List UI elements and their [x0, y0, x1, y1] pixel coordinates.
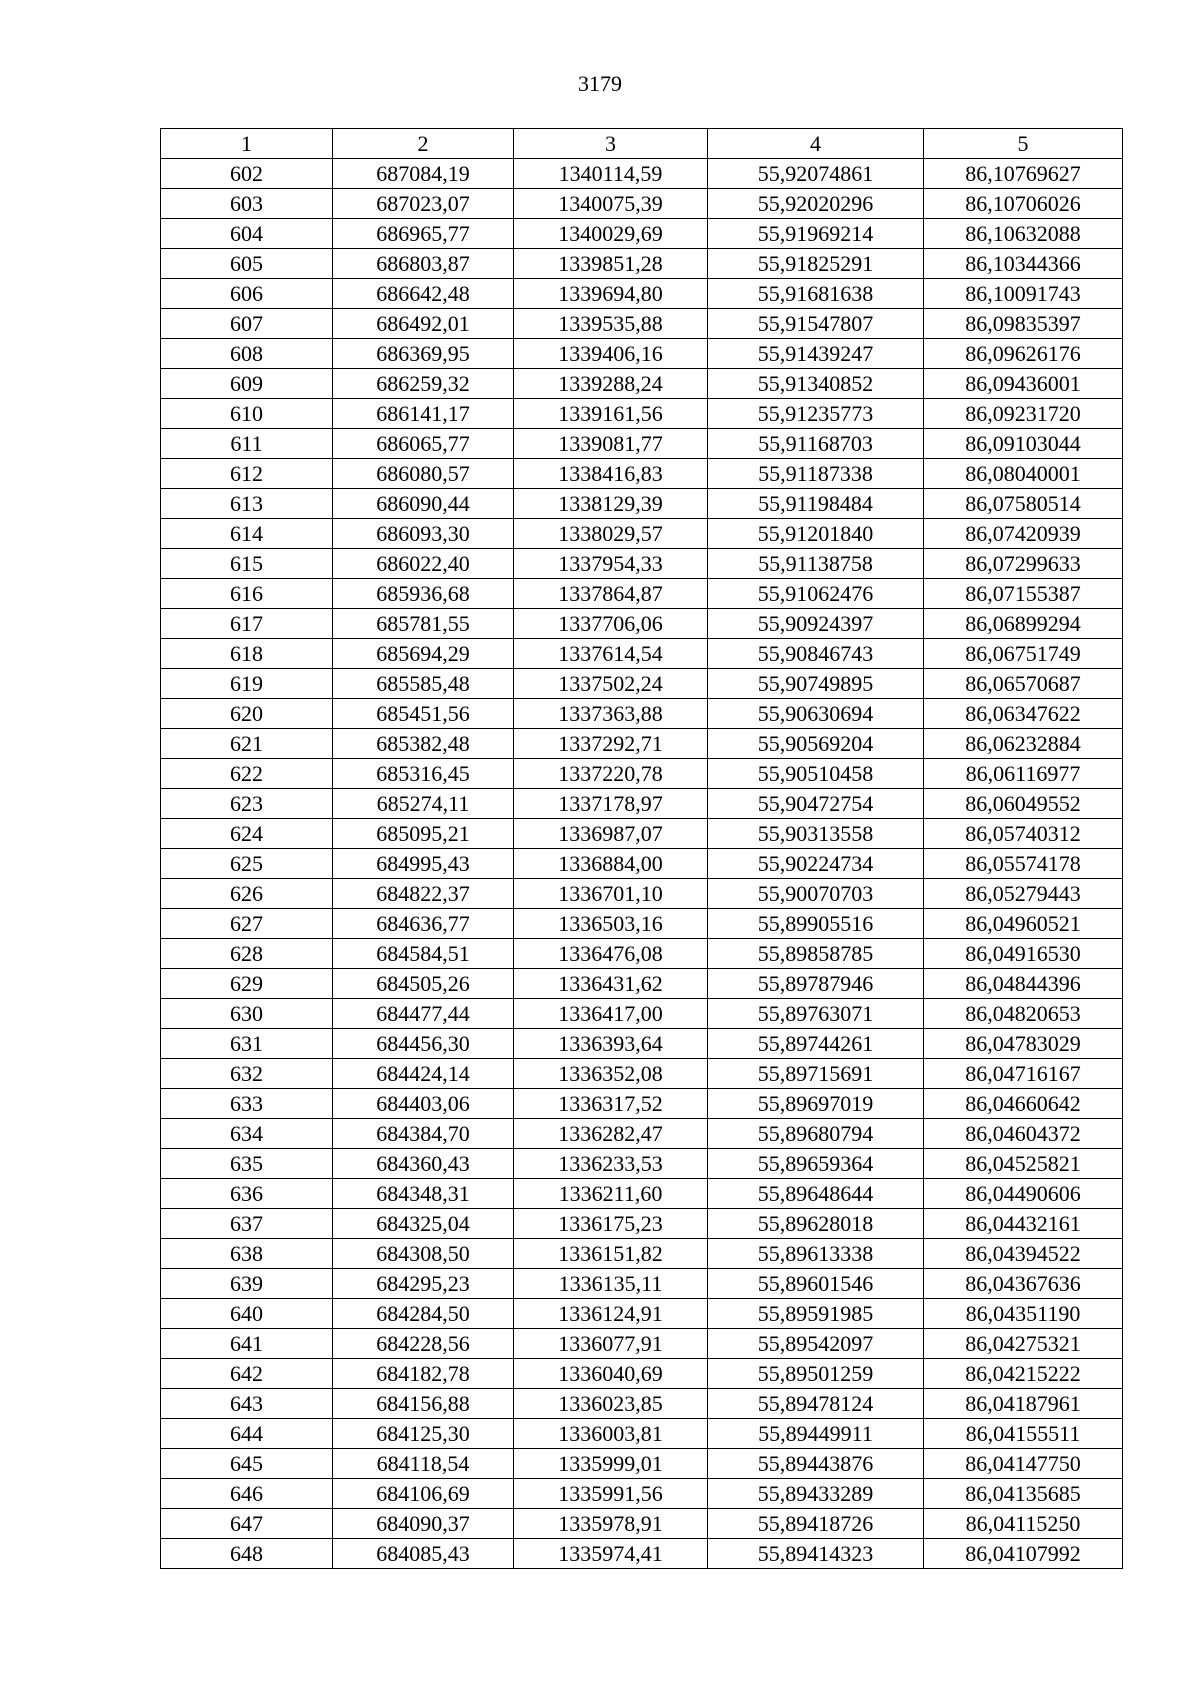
longitude-cell: 86,04716167 — [924, 1059, 1123, 1089]
table-row — [161, 1329, 1123, 1359]
table-row — [161, 519, 1123, 549]
y-coordinate-cell: 1335991,56 — [514, 1479, 708, 1509]
y-coordinate-cell: 1337502,24 — [514, 669, 708, 699]
table-row — [161, 339, 1123, 369]
point-number-cell: 627 — [161, 909, 333, 939]
point-number-cell: 604 — [161, 219, 333, 249]
y-coordinate-cell: 1336282,47 — [514, 1119, 708, 1149]
latitude-cell: 55,91187338 — [708, 459, 924, 489]
latitude-cell: 55,90070703 — [708, 879, 924, 909]
longitude-cell: 86,04147750 — [924, 1449, 1123, 1479]
x-coordinate-cell: 685936,68 — [333, 579, 514, 609]
y-coordinate-cell: 1337363,88 — [514, 699, 708, 729]
y-coordinate-cell: 1337178,97 — [514, 789, 708, 819]
y-coordinate-cell: 1336317,52 — [514, 1089, 708, 1119]
x-coordinate-cell: 684360,43 — [333, 1149, 514, 1179]
x-coordinate-cell: 686259,32 — [333, 369, 514, 399]
latitude-cell: 55,89905516 — [708, 909, 924, 939]
table-row — [161, 849, 1123, 879]
x-coordinate-cell: 684085,43 — [333, 1539, 514, 1569]
y-coordinate-cell: 1336987,07 — [514, 819, 708, 849]
table-row — [161, 309, 1123, 339]
point-number-cell: 612 — [161, 459, 333, 489]
x-coordinate-cell: 685095,21 — [333, 819, 514, 849]
point-number-cell: 645 — [161, 1449, 333, 1479]
y-coordinate-cell: 1335974,41 — [514, 1539, 708, 1569]
coordinates-table — [160, 128, 1123, 1569]
point-number-cell: 606 — [161, 279, 333, 309]
table-row — [161, 609, 1123, 639]
longitude-cell: 86,04490606 — [924, 1179, 1123, 1209]
y-coordinate-cell: 1336023,85 — [514, 1389, 708, 1419]
x-coordinate-cell: 684284,50 — [333, 1299, 514, 1329]
y-coordinate-cell: 1337954,33 — [514, 549, 708, 579]
latitude-cell: 55,90472754 — [708, 789, 924, 819]
longitude-cell: 86,09103044 — [924, 429, 1123, 459]
table-row — [161, 669, 1123, 699]
y-coordinate-cell: 1337864,87 — [514, 579, 708, 609]
latitude-cell: 55,92074861 — [708, 159, 924, 189]
latitude-cell: 55,90569204 — [708, 729, 924, 759]
longitude-cell: 86,07580514 — [924, 489, 1123, 519]
table-row — [161, 249, 1123, 279]
latitude-cell: 55,89715691 — [708, 1059, 924, 1089]
table-row — [161, 1269, 1123, 1299]
longitude-cell: 86,06049552 — [924, 789, 1123, 819]
latitude-cell: 55,89744261 — [708, 1029, 924, 1059]
latitude-cell: 55,90224734 — [708, 849, 924, 879]
longitude-cell: 86,04351190 — [924, 1299, 1123, 1329]
longitude-cell: 86,04525821 — [924, 1149, 1123, 1179]
longitude-cell: 86,10632088 — [924, 219, 1123, 249]
latitude-cell: 55,91138758 — [708, 549, 924, 579]
table-row — [161, 1509, 1123, 1539]
table-row — [161, 1449, 1123, 1479]
point-number-cell: 638 — [161, 1239, 333, 1269]
longitude-cell: 86,10769627 — [924, 159, 1123, 189]
point-number-cell: 618 — [161, 639, 333, 669]
table-row — [161, 1059, 1123, 1089]
y-coordinate-cell: 1339535,88 — [514, 309, 708, 339]
y-coordinate-cell: 1336431,62 — [514, 969, 708, 999]
y-coordinate-cell: 1337292,71 — [514, 729, 708, 759]
table-row — [161, 759, 1123, 789]
point-number-cell: 636 — [161, 1179, 333, 1209]
longitude-cell: 86,04660642 — [924, 1089, 1123, 1119]
longitude-cell: 86,06232884 — [924, 729, 1123, 759]
latitude-cell: 55,89433289 — [708, 1479, 924, 1509]
point-number-cell: 635 — [161, 1149, 333, 1179]
longitude-cell: 86,04916530 — [924, 939, 1123, 969]
table-row — [161, 489, 1123, 519]
point-number-cell: 648 — [161, 1539, 333, 1569]
y-coordinate-cell: 1336124,91 — [514, 1299, 708, 1329]
longitude-cell: 86,04135685 — [924, 1479, 1123, 1509]
point-number-cell: 622 — [161, 759, 333, 789]
y-coordinate-cell: 1336701,10 — [514, 879, 708, 909]
y-coordinate-cell: 1336503,16 — [514, 909, 708, 939]
table-row — [161, 969, 1123, 999]
x-coordinate-cell: 684424,14 — [333, 1059, 514, 1089]
longitude-cell: 86,05740312 — [924, 819, 1123, 849]
y-coordinate-cell: 1338029,57 — [514, 519, 708, 549]
point-number-cell: 646 — [161, 1479, 333, 1509]
point-number-cell: 647 — [161, 1509, 333, 1539]
latitude-cell: 55,89601546 — [708, 1269, 924, 1299]
longitude-cell: 86,08040001 — [924, 459, 1123, 489]
table-row — [161, 789, 1123, 819]
longitude-cell: 86,04107992 — [924, 1539, 1123, 1569]
point-number-cell: 615 — [161, 549, 333, 579]
table-row — [161, 1389, 1123, 1419]
latitude-cell: 55,90846743 — [708, 639, 924, 669]
point-number-cell: 609 — [161, 369, 333, 399]
latitude-cell: 55,91340852 — [708, 369, 924, 399]
x-coordinate-cell: 687023,07 — [333, 189, 514, 219]
y-coordinate-cell: 1338416,83 — [514, 459, 708, 489]
point-number-cell: 644 — [161, 1419, 333, 1449]
point-number-cell: 625 — [161, 849, 333, 879]
x-coordinate-cell: 686022,40 — [333, 549, 514, 579]
x-coordinate-cell: 686141,17 — [333, 399, 514, 429]
x-coordinate-cell: 685781,55 — [333, 609, 514, 639]
latitude-cell: 55,91235773 — [708, 399, 924, 429]
table-row — [161, 579, 1123, 609]
x-coordinate-cell: 684456,30 — [333, 1029, 514, 1059]
point-number-cell: 642 — [161, 1359, 333, 1389]
y-coordinate-cell: 1336077,91 — [514, 1329, 708, 1359]
latitude-cell: 55,89443876 — [708, 1449, 924, 1479]
longitude-cell: 86,04844396 — [924, 969, 1123, 999]
longitude-cell: 86,10706026 — [924, 189, 1123, 219]
x-coordinate-cell: 684477,44 — [333, 999, 514, 1029]
table-row — [161, 1179, 1123, 1209]
point-number-cell: 620 — [161, 699, 333, 729]
y-coordinate-cell: 1336884,00 — [514, 849, 708, 879]
point-number-cell: 631 — [161, 1029, 333, 1059]
latitude-cell: 55,89449911 — [708, 1419, 924, 1449]
latitude-cell: 55,89418726 — [708, 1509, 924, 1539]
y-coordinate-cell: 1339694,80 — [514, 279, 708, 309]
y-coordinate-cell: 1339406,16 — [514, 339, 708, 369]
point-number-cell: 629 — [161, 969, 333, 999]
table-row — [161, 189, 1123, 219]
longitude-cell: 86,09231720 — [924, 399, 1123, 429]
y-coordinate-cell: 1339161,56 — [514, 399, 708, 429]
longitude-cell: 86,04820653 — [924, 999, 1123, 1029]
x-coordinate-cell: 684348,31 — [333, 1179, 514, 1209]
longitude-cell: 86,04783029 — [924, 1029, 1123, 1059]
point-number-cell: 602 — [161, 159, 333, 189]
x-coordinate-cell: 686093,30 — [333, 519, 514, 549]
latitude-cell: 55,89659364 — [708, 1149, 924, 1179]
y-coordinate-cell: 1339288,24 — [514, 369, 708, 399]
latitude-cell: 55,89591985 — [708, 1299, 924, 1329]
latitude-cell: 55,92020296 — [708, 189, 924, 219]
x-coordinate-cell: 686090,44 — [333, 489, 514, 519]
longitude-cell: 86,04604372 — [924, 1119, 1123, 1149]
table-row — [161, 909, 1123, 939]
coordinates-table-body — [161, 129, 1123, 1569]
point-number-cell: 628 — [161, 939, 333, 969]
table-row — [161, 399, 1123, 429]
y-coordinate-cell: 1340114,59 — [514, 159, 708, 189]
latitude-cell: 55,90510458 — [708, 759, 924, 789]
y-coordinate-cell: 1339081,77 — [514, 429, 708, 459]
latitude-cell: 55,91168703 — [708, 429, 924, 459]
latitude-cell: 55,89628018 — [708, 1209, 924, 1239]
longitude-cell: 86,06116977 — [924, 759, 1123, 789]
x-coordinate-cell: 685382,48 — [333, 729, 514, 759]
longitude-cell: 86,09835397 — [924, 309, 1123, 339]
x-coordinate-cell: 684505,26 — [333, 969, 514, 999]
latitude-cell: 55,89501259 — [708, 1359, 924, 1389]
y-coordinate-cell: 1337614,54 — [514, 639, 708, 669]
table-row — [161, 729, 1123, 759]
point-number-cell: 617 — [161, 609, 333, 639]
x-coordinate-cell: 684995,43 — [333, 849, 514, 879]
x-coordinate-cell: 684118,54 — [333, 1449, 514, 1479]
point-number-cell: 619 — [161, 669, 333, 699]
latitude-cell: 55,89648644 — [708, 1179, 924, 1209]
table-row — [161, 1209, 1123, 1239]
longitude-cell: 86,04367636 — [924, 1269, 1123, 1299]
x-coordinate-cell: 685274,11 — [333, 789, 514, 819]
longitude-cell: 86,06347622 — [924, 699, 1123, 729]
longitude-cell: 86,05279443 — [924, 879, 1123, 909]
point-number-cell: 640 — [161, 1299, 333, 1329]
x-coordinate-cell: 684403,06 — [333, 1089, 514, 1119]
point-number-cell: 633 — [161, 1089, 333, 1119]
x-coordinate-cell: 684384,70 — [333, 1119, 514, 1149]
y-coordinate-cell: 1339851,28 — [514, 249, 708, 279]
x-coordinate-cell: 684295,23 — [333, 1269, 514, 1299]
longitude-cell: 86,09626176 — [924, 339, 1123, 369]
table-row — [161, 459, 1123, 489]
latitude-cell: 55,89680794 — [708, 1119, 924, 1149]
x-coordinate-cell: 685451,56 — [333, 699, 514, 729]
column-header: 3 — [514, 129, 708, 159]
table-row — [161, 549, 1123, 579]
column-header: 4 — [708, 129, 924, 159]
table-row — [161, 1419, 1123, 1449]
table-row — [161, 1299, 1123, 1329]
longitude-cell: 86,06570687 — [924, 669, 1123, 699]
latitude-cell: 55,91969214 — [708, 219, 924, 249]
longitude-cell: 86,10091743 — [924, 279, 1123, 309]
table-row — [161, 999, 1123, 1029]
x-coordinate-cell: 684090,37 — [333, 1509, 514, 1539]
x-coordinate-cell: 685694,29 — [333, 639, 514, 669]
x-coordinate-cell: 684822,37 — [333, 879, 514, 909]
latitude-cell: 55,89858785 — [708, 939, 924, 969]
x-coordinate-cell: 686803,87 — [333, 249, 514, 279]
point-number-cell: 608 — [161, 339, 333, 369]
point-number-cell: 603 — [161, 189, 333, 219]
y-coordinate-cell: 1340075,39 — [514, 189, 708, 219]
table-row — [161, 1359, 1123, 1389]
longitude-cell: 86,04215222 — [924, 1359, 1123, 1389]
x-coordinate-cell: 684584,51 — [333, 939, 514, 969]
table-row — [161, 1479, 1123, 1509]
y-coordinate-cell: 1335978,91 — [514, 1509, 708, 1539]
table-row — [161, 1119, 1123, 1149]
x-coordinate-cell: 687084,19 — [333, 159, 514, 189]
longitude-cell: 86,04115250 — [924, 1509, 1123, 1539]
x-coordinate-cell: 686080,57 — [333, 459, 514, 489]
latitude-cell: 55,90313558 — [708, 819, 924, 849]
column-header: 1 — [161, 129, 333, 159]
y-coordinate-cell: 1337706,06 — [514, 609, 708, 639]
point-number-cell: 616 — [161, 579, 333, 609]
latitude-cell: 55,90924397 — [708, 609, 924, 639]
latitude-cell: 55,90749895 — [708, 669, 924, 699]
latitude-cell: 55,91547807 — [708, 309, 924, 339]
longitude-cell: 86,07420939 — [924, 519, 1123, 549]
x-coordinate-cell: 684308,50 — [333, 1239, 514, 1269]
y-coordinate-cell: 1336211,60 — [514, 1179, 708, 1209]
y-coordinate-cell: 1336175,23 — [514, 1209, 708, 1239]
longitude-cell: 86,04275321 — [924, 1329, 1123, 1359]
point-number-cell: 610 — [161, 399, 333, 429]
x-coordinate-cell: 684228,56 — [333, 1329, 514, 1359]
latitude-cell: 55,91201840 — [708, 519, 924, 549]
latitude-cell: 55,90630694 — [708, 699, 924, 729]
longitude-cell: 86,09436001 — [924, 369, 1123, 399]
y-coordinate-cell: 1336476,08 — [514, 939, 708, 969]
latitude-cell: 55,91439247 — [708, 339, 924, 369]
point-number-cell: 643 — [161, 1389, 333, 1419]
point-number-cell: 630 — [161, 999, 333, 1029]
longitude-cell: 86,04960521 — [924, 909, 1123, 939]
y-coordinate-cell: 1340029,69 — [514, 219, 708, 249]
longitude-cell: 86,07155387 — [924, 579, 1123, 609]
table-row — [161, 819, 1123, 849]
point-number-cell: 641 — [161, 1329, 333, 1359]
page-number: 3179 — [578, 71, 622, 96]
longitude-cell: 86,06751749 — [924, 639, 1123, 669]
table-row — [161, 1029, 1123, 1059]
y-coordinate-cell: 1335999,01 — [514, 1449, 708, 1479]
table-row — [161, 159, 1123, 189]
point-number-cell: 614 — [161, 519, 333, 549]
x-coordinate-cell: 684325,04 — [333, 1209, 514, 1239]
table-header-row — [161, 129, 1123, 159]
y-coordinate-cell: 1336151,82 — [514, 1239, 708, 1269]
point-number-cell: 639 — [161, 1269, 333, 1299]
longitude-cell: 86,04187961 — [924, 1389, 1123, 1419]
x-coordinate-cell: 684106,69 — [333, 1479, 514, 1509]
table-row — [161, 429, 1123, 459]
point-number-cell: 611 — [161, 429, 333, 459]
point-number-cell: 621 — [161, 729, 333, 759]
latitude-cell: 55,89414323 — [708, 1539, 924, 1569]
y-coordinate-cell: 1336417,00 — [514, 999, 708, 1029]
point-number-cell: 623 — [161, 789, 333, 819]
point-number-cell: 626 — [161, 879, 333, 909]
table-row — [161, 279, 1123, 309]
table-row — [161, 1239, 1123, 1269]
longitude-cell: 86,06899294 — [924, 609, 1123, 639]
column-header: 5 — [924, 129, 1123, 159]
y-coordinate-cell: 1336003,81 — [514, 1419, 708, 1449]
point-number-cell: 605 — [161, 249, 333, 279]
latitude-cell: 55,91825291 — [708, 249, 924, 279]
latitude-cell: 55,89542097 — [708, 1329, 924, 1359]
x-coordinate-cell: 685585,48 — [333, 669, 514, 699]
table-row — [161, 219, 1123, 249]
point-number-cell: 637 — [161, 1209, 333, 1239]
point-number-cell: 607 — [161, 309, 333, 339]
y-coordinate-cell: 1336393,64 — [514, 1029, 708, 1059]
table-row — [161, 1149, 1123, 1179]
point-number-cell: 624 — [161, 819, 333, 849]
x-coordinate-cell: 684636,77 — [333, 909, 514, 939]
y-coordinate-cell: 1336352,08 — [514, 1059, 708, 1089]
longitude-cell: 86,04432161 — [924, 1209, 1123, 1239]
longitude-cell: 86,10344366 — [924, 249, 1123, 279]
y-coordinate-cell: 1336040,69 — [514, 1359, 708, 1389]
x-coordinate-cell: 686492,01 — [333, 309, 514, 339]
point-number-cell: 632 — [161, 1059, 333, 1089]
table-row — [161, 939, 1123, 969]
point-number-cell: 634 — [161, 1119, 333, 1149]
x-coordinate-cell: 686642,48 — [333, 279, 514, 309]
latitude-cell: 55,91198484 — [708, 489, 924, 519]
x-coordinate-cell: 686369,95 — [333, 339, 514, 369]
x-coordinate-cell: 684156,88 — [333, 1389, 514, 1419]
y-coordinate-cell: 1338129,39 — [514, 489, 708, 519]
latitude-cell: 55,91681638 — [708, 279, 924, 309]
table-row — [161, 879, 1123, 909]
latitude-cell: 55,89697019 — [708, 1089, 924, 1119]
longitude-cell: 86,05574178 — [924, 849, 1123, 879]
longitude-cell: 86,07299633 — [924, 549, 1123, 579]
x-coordinate-cell: 685316,45 — [333, 759, 514, 789]
x-coordinate-cell: 686065,77 — [333, 429, 514, 459]
table-row — [161, 1089, 1123, 1119]
longitude-cell: 86,04155511 — [924, 1419, 1123, 1449]
longitude-cell: 86,04394522 — [924, 1239, 1123, 1269]
x-coordinate-cell: 686965,77 — [333, 219, 514, 249]
y-coordinate-cell: 1337220,78 — [514, 759, 708, 789]
x-coordinate-cell: 684182,78 — [333, 1359, 514, 1389]
table-row — [161, 699, 1123, 729]
latitude-cell: 55,89478124 — [708, 1389, 924, 1419]
latitude-cell: 55,91062476 — [708, 579, 924, 609]
table-row — [161, 1539, 1123, 1569]
point-number-cell: 613 — [161, 489, 333, 519]
latitude-cell: 55,89613338 — [708, 1239, 924, 1269]
y-coordinate-cell: 1336233,53 — [514, 1149, 708, 1179]
y-coordinate-cell: 1336135,11 — [514, 1269, 708, 1299]
table-row — [161, 369, 1123, 399]
column-header: 2 — [333, 129, 514, 159]
x-coordinate-cell: 684125,30 — [333, 1419, 514, 1449]
latitude-cell: 55,89787946 — [708, 969, 924, 999]
latitude-cell: 55,89763071 — [708, 999, 924, 1029]
table-row — [161, 639, 1123, 669]
